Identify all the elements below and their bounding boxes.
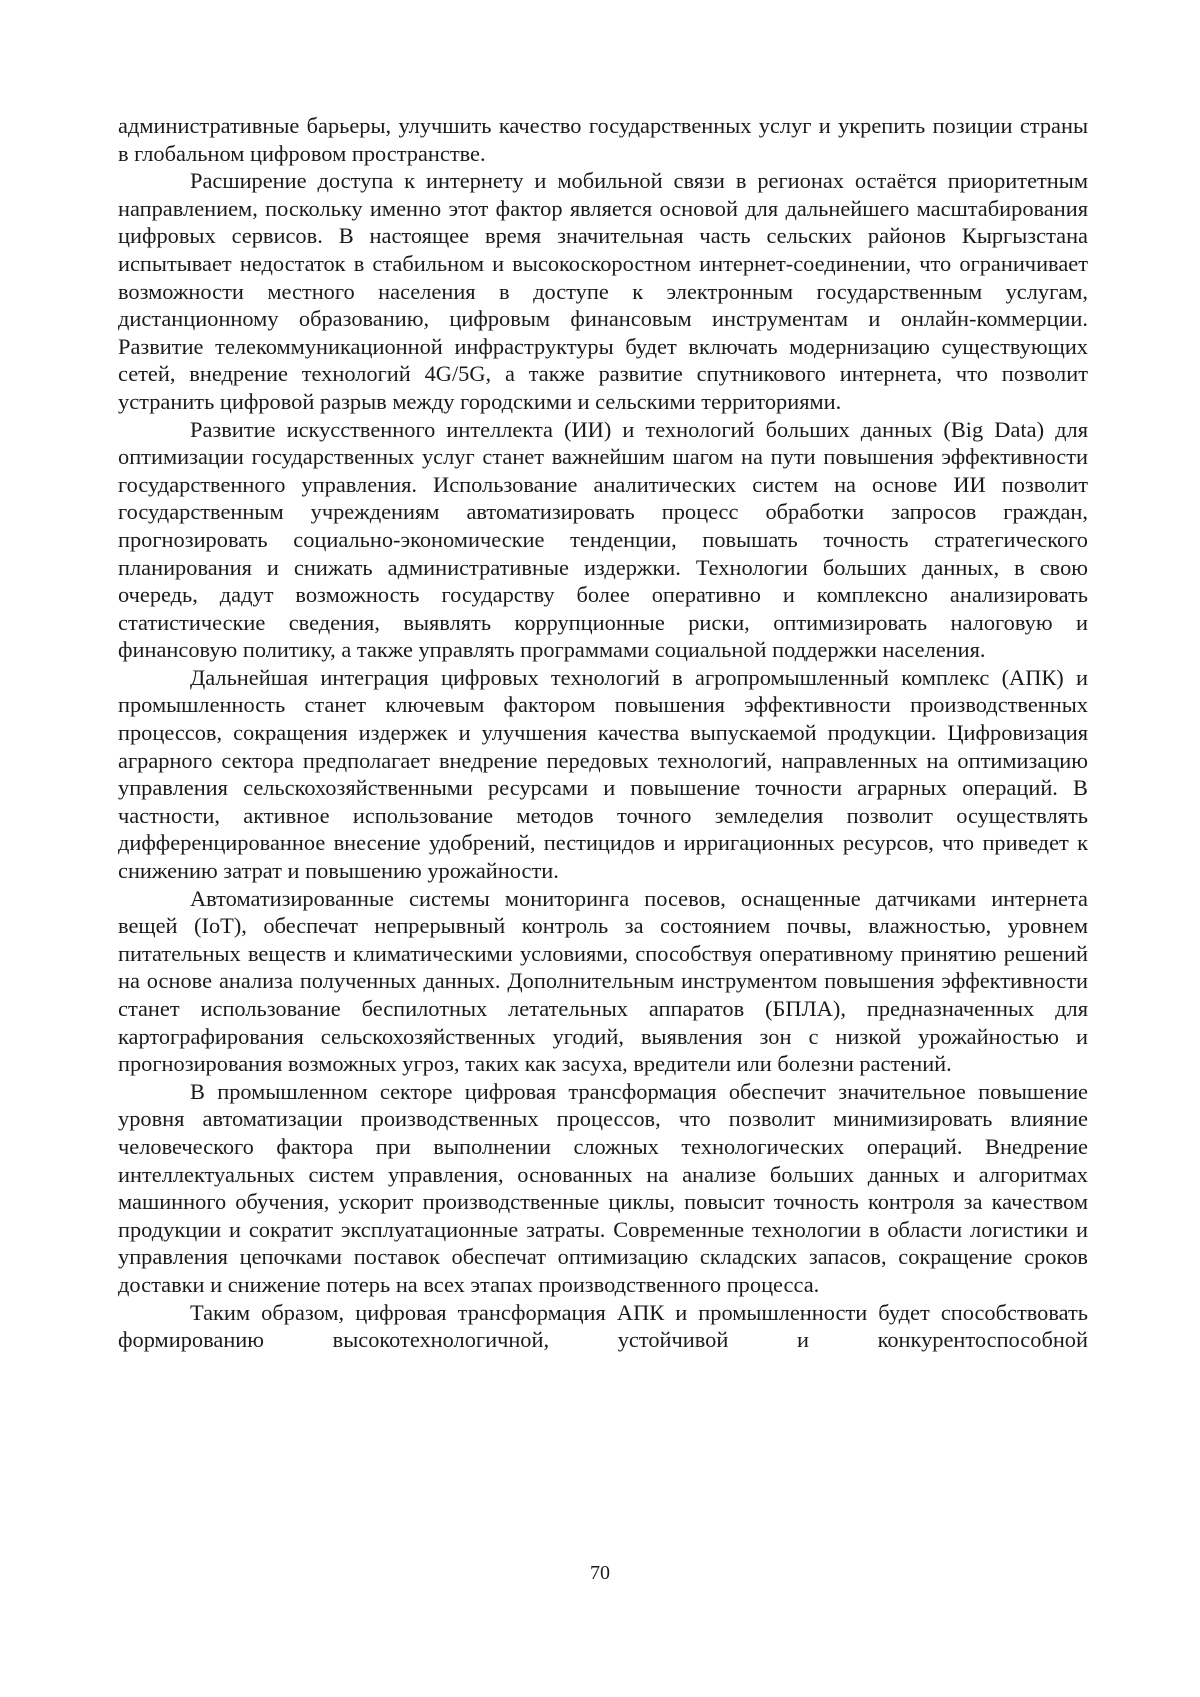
paragraph-monitoring-systems: Автоматизированные системы мониторинга посевов, оснащенные датчиками интернета вещей (IoT), обеспечат непрерывный контроль за состоянием почвы, влажностью, уровнем питательных веществ и климатическими условиями, способствуя оперативному принятию решений на основе анализа полученных данных. Дополнительным инструментом повышения эффективности станет использование беспилотных летательных аппаратов (БПЛА), предназначенных для картографирования сельскохозяйственных угодий, выявления зон с низкой урожайностью и прогнозирования возможных угроз, таких как засуха, вредители или болезни растений.: [118, 885, 1088, 1078]
paragraph-conclusion: Таким образом, цифровая трансформация АПК и промышленности будет способствовать формированию высокотехнологичной, устойчивой и конкурентоспособной: [118, 1299, 1088, 1354]
paragraph-industrial-sector: В промышленном секторе цифровая трансформация обеспечит значительное повышение уровня автоматизации производственных процессов, что позволит минимизировать влияние человеческого фактора при выполнении сложных технологических операций. Внедрение интеллектуальных систем управления, основанных на анализе больших данных и алгоритмах машинного обучения, ускорит производственные циклы, повысит точность контроля за качеством продукции и сократит эксплуатационные затраты. Современные технологии в области логистики и управления цепочками поставок обеспечат оптимизацию складских запасов, сокращение сроков доставки и снижение потерь на всех этапах производственного процесса.: [118, 1078, 1088, 1299]
paragraph-ai-big-data: Развитие искусственного интеллекта (ИИ) и технологий больших данных (Big Data) для оптимизации государственных услуг станет важнейшим шагом на пути повышения эффективности государственного управления. Использование аналитических систем на основе ИИ позволит государственным учреждениям автоматизировать процесс обработки запросов граждан, прогнозировать социально-экономические тенденции, повышать точность стратегического планирования и снижать административные издержки. Технологии больших данных, в свою очередь, дадут возможность государству более оперативно и комплексно анализировать статистические сведения, выявлять коррупционные риски, оптимизировать налоговую и финансовую политику, а также управлять программами социальной поддержки населения.: [118, 416, 1088, 664]
paragraph-agro-industry: Дальнейшая интеграция цифровых технологий в агропромышленный комплекс (АПК) и промышленность станет ключевым фактором повышения эффективности производственных процессов, сокращения издержек и улучшения качества выпускаемой продукции. Цифровизация аграрного сектора предполагает внедрение передовых технологий, направленных на оптимизацию управления сельскохозяйственными ресурсами и повышение точности аграрных операций. В частности, активное использование методов точного земледелия позволит осуществлять дифференцированное внесение удобрений, пестицидов и ирригационных ресурсов, что приведет к снижению затрат и повышению урожайности.: [118, 664, 1088, 885]
document-page: [118, 112, 1088, 1354]
paragraph-internet-access: Расширение доступа к интернету и мобильной связи в регионах остаётся приоритетным направлением, поскольку именно этот фактор является основой для дальнейшего масштабирования цифровых сервисов. В настоящее время значительная часть сельских районов Кыргызстана испытывает недостаток в стабильном и высокоскоростном интернет-соединении, что ограничивает возможности местного населения в доступе к электронным государственным услугам, дистанционному образованию, цифровым финансовым инструментам и онлайн-коммерции. Развитие телекоммуникационной инфраструктуры будет включать модернизацию существующих сетей, внедрение технологий 4G/5G, а также развитие спутникового интернета, что позволит устранить цифровой разрыв между городскими и сельскими территориями.: [118, 167, 1088, 415]
paragraph-continuation: административные барьеры, улучшить качество государственных услуг и укрепить позиции страны в глобальном цифровом пространстве.: [118, 112, 1088, 167]
page-number: 70: [0, 1561, 1200, 1585]
